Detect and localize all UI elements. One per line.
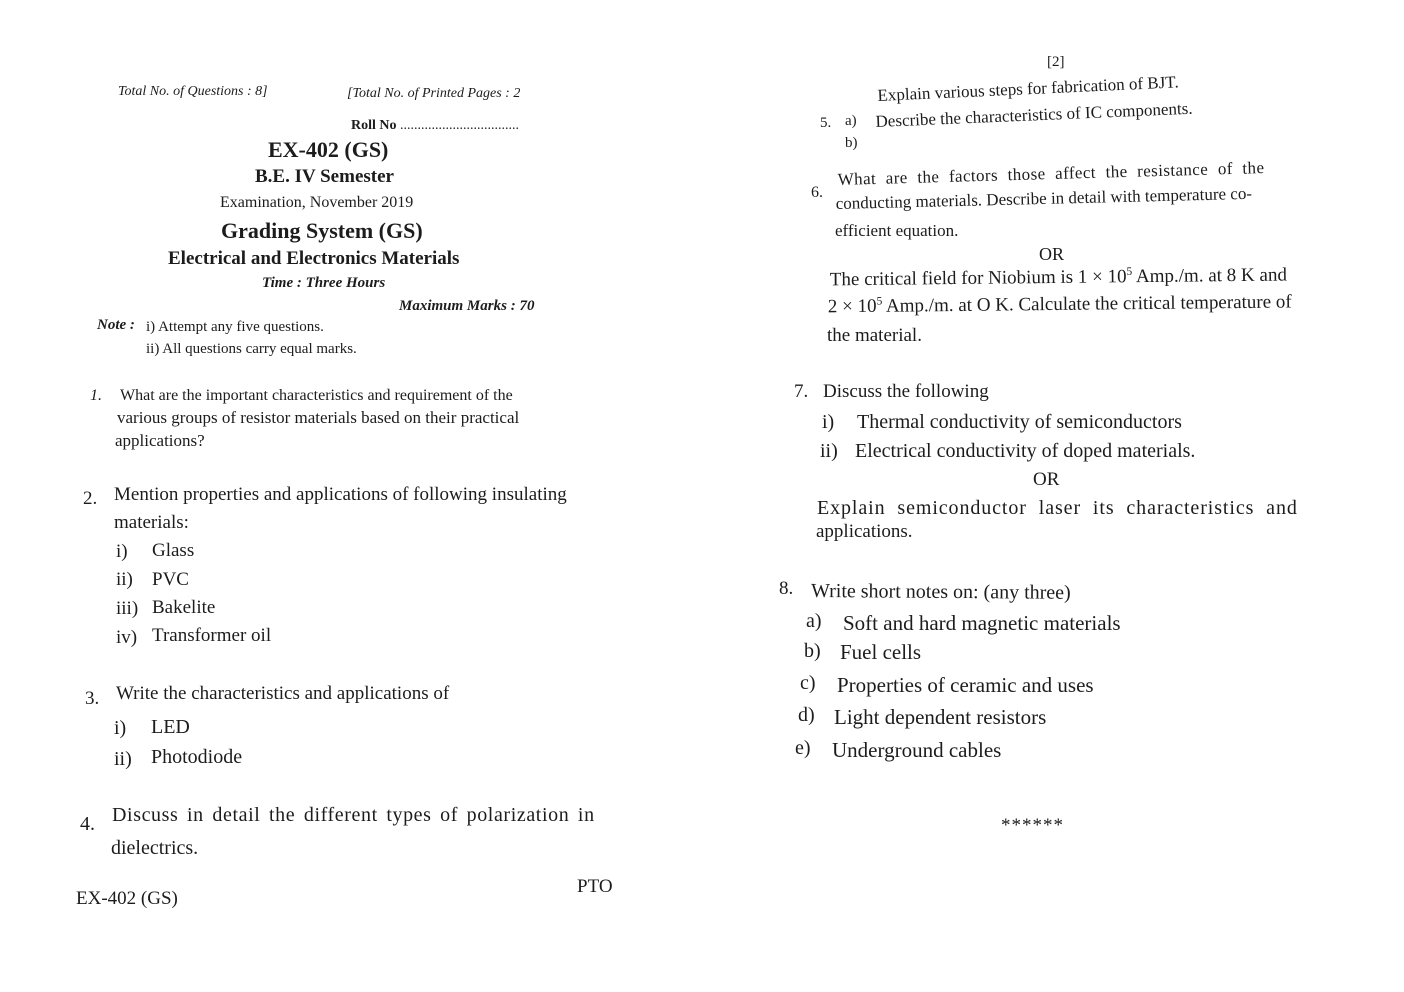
- text-part: Amp./m. at 8 K and: [1132, 264, 1288, 288]
- item-label: ii): [114, 748, 132, 770]
- item-label: d): [798, 704, 815, 726]
- question-number: 5.: [820, 115, 832, 131]
- question-text: efficient equation.: [835, 221, 959, 240]
- footer-paper-code: EX-402 (GS): [76, 888, 178, 909]
- list-item: [116, 627, 137, 649]
- question-text: the material.: [827, 325, 922, 346]
- list-item-text: Soft and hard magnetic materials: [843, 611, 1121, 635]
- question-text: Discuss in detail the different types of polarization in: [112, 804, 595, 826]
- question-text: applications.: [816, 521, 913, 542]
- list-item: [114, 717, 126, 740]
- question-text: applications?: [115, 431, 205, 450]
- list-item-text: Bakelite: [152, 597, 216, 618]
- note-1: i) Attempt any five questions.: [146, 319, 324, 335]
- list-item-text: Thermal conductivity of semiconductors: [857, 411, 1182, 433]
- semester: B.E. IV Semester: [255, 166, 394, 187]
- item-label: iv): [116, 627, 138, 648]
- list-item: [116, 598, 138, 620]
- or-separator: OR: [1039, 244, 1065, 264]
- list-item-text: Underground cables: [832, 738, 1002, 762]
- time: Time : Three Hours: [262, 275, 386, 291]
- question-text: [828, 291, 1292, 318]
- item-label: c): [800, 672, 816, 694]
- max-marks: Maximum Marks : 70: [399, 298, 535, 314]
- list-item-text: LED: [151, 716, 190, 738]
- paper-code: EX-402 (GS): [268, 137, 389, 162]
- examination: Examination, November 2019: [220, 194, 414, 211]
- text-part: Amp./m. at O K. Calculate the critical temperature of: [882, 291, 1292, 317]
- list-item-text: PVC: [152, 569, 189, 590]
- question-number: 1.: [90, 387, 102, 404]
- item-label: ii): [116, 569, 133, 590]
- item-label: a): [845, 113, 857, 129]
- question-number: 7.: [794, 381, 809, 402]
- question-text: Mention properties and applications of following insulating: [114, 484, 567, 505]
- text-part: The critical field for Niobium is 1 × 10: [829, 266, 1127, 291]
- item-label: i): [822, 411, 835, 433]
- question-text: Write short notes on: (any three): [811, 580, 1071, 604]
- pto-label: PTO: [577, 876, 613, 897]
- question-text: What are the factors those affect the resistance of the: [837, 158, 1265, 190]
- item-label: a): [806, 610, 822, 632]
- item-label: i): [114, 717, 127, 739]
- question-text: Describe the characteristics of IC components.: [875, 98, 1193, 132]
- question-text: [830, 264, 1287, 291]
- note-label: Note :: [97, 317, 135, 333]
- total-questions: Total No. of Questions : 8]: [118, 84, 268, 99]
- text-part: 2 × 10: [827, 295, 877, 318]
- question-text: What are the important characteristics and requirement of the: [120, 387, 513, 404]
- question-number: 2.: [83, 488, 98, 509]
- list-item-text: Electrical conductivity of doped materials.: [855, 440, 1196, 462]
- list-item-text: Properties of ceramic and uses: [837, 673, 1094, 697]
- or-separator: OR: [1033, 469, 1060, 490]
- roll-no-dots: ..................................: [400, 118, 519, 133]
- question-text: Explain semiconductor laser its characteristics and: [817, 497, 1298, 519]
- question-text: Write the characteristics and applications of: [116, 683, 450, 704]
- note-2: ii) All questions carry equal marks.: [146, 341, 357, 357]
- list-item-text: Fuel cells: [840, 640, 922, 664]
- list-item-text: Transformer oil: [152, 625, 272, 646]
- list-item: [116, 541, 128, 563]
- question-text: Discuss the following: [823, 381, 989, 402]
- list-item-text: Photodiode: [151, 746, 243, 768]
- exponent: 5: [1126, 265, 1133, 278]
- question-number: 4.: [80, 813, 95, 835]
- item-label: iii): [116, 598, 139, 619]
- list-item-text: Light dependent resistors: [834, 705, 1047, 729]
- question-text: conducting materials. Describe in detail with temperature co-: [835, 183, 1253, 214]
- item-label: i): [116, 541, 128, 562]
- list-item: [114, 748, 132, 771]
- roll-no-label: Roll No: [351, 118, 397, 133]
- question-number: 8.: [779, 578, 794, 599]
- exponent: 5: [876, 295, 883, 308]
- list-item: [116, 569, 133, 591]
- question-text: Explain various steps for fabrication of BJT.: [877, 72, 1180, 106]
- question-text: materials:: [114, 512, 189, 533]
- roll-no: [351, 118, 519, 134]
- question-number: 3.: [85, 688, 100, 709]
- item-label: e): [795, 737, 811, 759]
- system-title: Grading System (GS): [221, 218, 423, 243]
- list-item-text: Glass: [152, 540, 195, 561]
- question-number: 6.: [811, 184, 823, 201]
- item-label: ii): [820, 440, 838, 462]
- total-pages: [Total No. of Printed Pages : 2: [347, 86, 521, 101]
- question-text: various groups of resistor materials based on their practical: [117, 408, 520, 427]
- item-label: b): [845, 135, 858, 151]
- subject-title: Electrical and Electronics Materials: [168, 248, 460, 269]
- page-number: [2]: [1047, 54, 1065, 70]
- end-mark: ******: [1001, 815, 1064, 836]
- item-label: b): [804, 640, 821, 662]
- question-text: dielectrics.: [111, 837, 199, 859]
